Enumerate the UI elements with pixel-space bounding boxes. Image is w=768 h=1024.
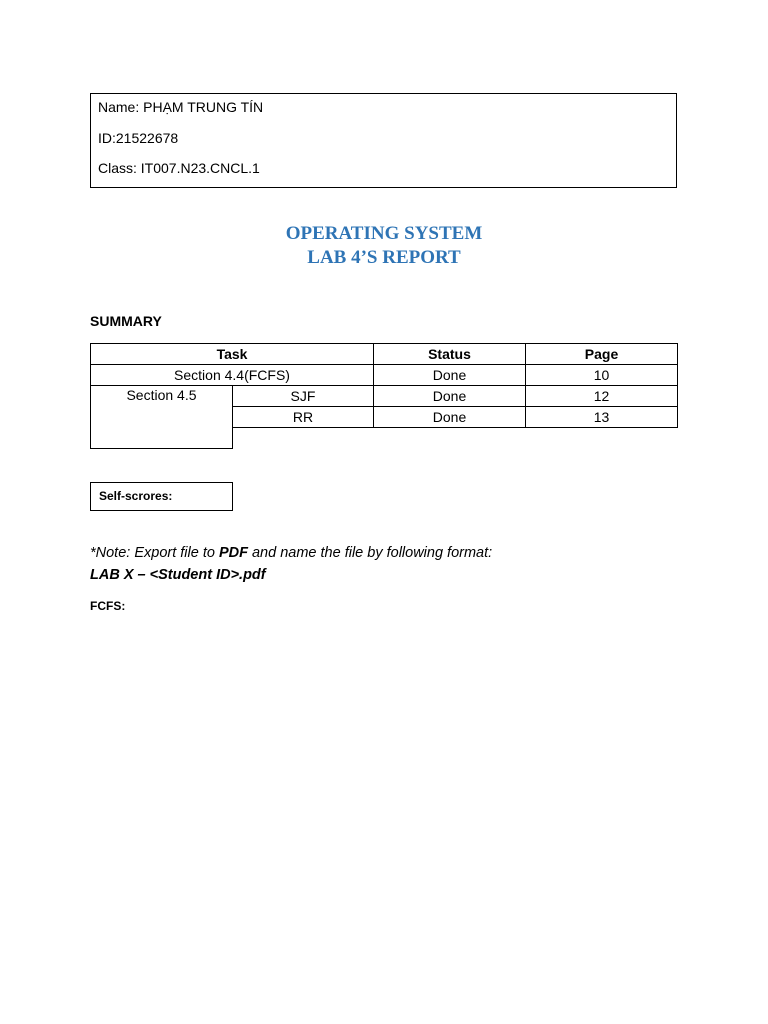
summary-heading: SUMMARY <box>90 313 162 329</box>
page-cell: 12 <box>526 386 678 407</box>
status-cell: Done <box>374 365 526 386</box>
status-cell: Done <box>374 407 526 428</box>
student-name: Name: PHẠM TRUNG TÍN <box>98 99 264 115</box>
page-cell: 13 <box>526 407 678 428</box>
note-prefix: *Note: Export file to <box>90 545 219 561</box>
self-scores-box: Self-scrores: <box>90 482 233 511</box>
report-title-line1: OPERATING SYSTEM <box>285 223 483 244</box>
task-cell: Section 4.4(FCFS) <box>91 365 374 386</box>
table-header-row <box>91 344 678 365</box>
subtask-cell: RR <box>233 407 374 428</box>
student-class: Class: IT007.N23.CNCL.1 <box>98 160 260 176</box>
export-note <box>90 545 492 561</box>
status-cell: Done <box>374 386 526 407</box>
subtask-cell: SJF <box>233 386 374 407</box>
student-info-box <box>90 93 677 188</box>
report-title-line2: LAB 4’S REPORT <box>307 247 461 268</box>
header-status: Status <box>374 344 526 365</box>
section-cell: Section 4.5 <box>91 386 233 449</box>
student-id: ID:21522678 <box>98 130 179 146</box>
page-cell: 10 <box>526 365 678 386</box>
header-task: Task <box>91 344 374 365</box>
table-row <box>91 365 678 386</box>
table-row <box>91 386 678 407</box>
filename-format: LAB X – <Student ID>.pdf <box>90 567 266 583</box>
note-suffix: and name the file by following format: <box>247 545 493 561</box>
fcfs-label: FCFS: <box>90 599 126 613</box>
header-page: Page <box>526 344 678 365</box>
note-pdf: PDF <box>218 545 248 561</box>
empty-cell <box>233 428 678 449</box>
summary-table <box>90 343 678 449</box>
